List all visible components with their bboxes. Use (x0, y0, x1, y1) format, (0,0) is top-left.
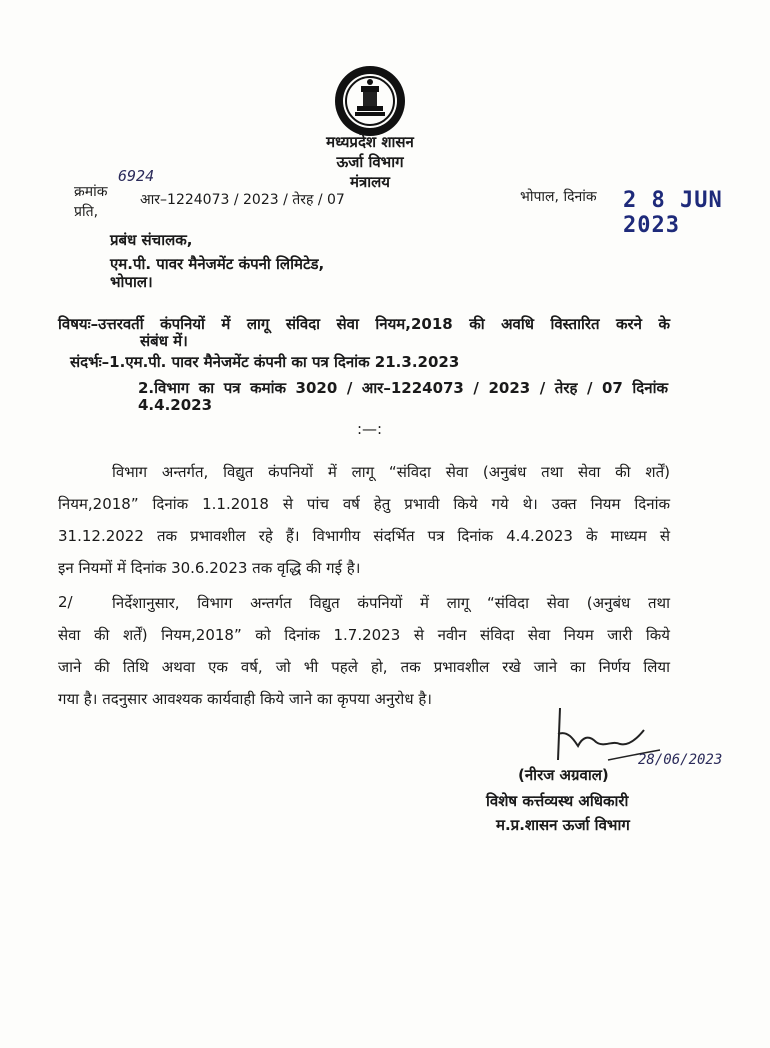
separator: :—: (357, 420, 383, 438)
para1-line-4: इन नियमों में दिनांक 30.6.2023 तक वृद्धि की गई है। (58, 559, 361, 577)
date-stamp: 2 8 JUN 2023 (623, 188, 723, 238)
signatory-name: (नीरज अग्रवाल) (518, 766, 609, 784)
para2-line-4: गया है। तदनुसार आवश्यक कार्यवाही किये जाने का कृपया अनुरोध है। (58, 690, 432, 708)
para1-line-3: 31.12.2022 तक प्रभावशील रहे हैं। विभागीय संदर्भित पत्र दिनांक 4.4.2023 के माध्यम से (58, 527, 670, 545)
reference-2-line-2: 4.4.2023 (138, 396, 213, 414)
place-date-label: भोपाल, दिनांक (520, 189, 597, 205)
header-department: ऊर्जा विभाग (336, 153, 404, 171)
para1-line-2: नियम,2018” दिनांक 1.1.2018 से पांच वर्ष हेतु प्रभावी किये गये थे। उक्त नियम दिनांक (58, 495, 670, 513)
reference-1: संदर्भः–1.एम.पी. पावर मैनेजमेंट कंपनी का पत्र दिनांक 21.3.2023 (70, 353, 460, 371)
para2-number: 2/ (58, 593, 73, 611)
para1-line-1: विभाग अन्तर्गत, विद्युत कंपनियों में लागू “संविदा सेवा (अनुबंध तथा सेवा की शर्तें) (112, 463, 670, 481)
kramank-label: क्रमांक (74, 184, 108, 200)
header-government: मध्यप्रदेश शासन (326, 133, 414, 151)
signatory-department: म.प्र.शासन ऊर्जा विभाग (496, 816, 630, 834)
signature-date: 28/06/2023 (638, 752, 723, 768)
signatory-designation: विशेष कर्त्तव्यस्थ अधिकारी (486, 792, 629, 810)
addressee-city: भोपाल। (110, 273, 153, 291)
para2-line-1: निर्देशानुसार, विभाग अन्तर्गत विद्युत कंपनियों में लागू “संविदा सेवा (अनुबंध तथा (112, 594, 670, 612)
addressee-title: प्रबंध संचालक, (110, 231, 193, 249)
addressee-company: एम.पी. पावर मैनेजमेंट कंपनी लिमिटेड, (110, 255, 325, 273)
letter-number: आर–1224073 / 2023 / तेरह / 07 (140, 192, 345, 208)
prati-label: प्रति, (74, 204, 99, 220)
para2-line-2: सेवा की शर्तें) नियम,2018” को दिनांक 1.7.2023 से नवीन संविदा सेवा नियम जारी किये (58, 626, 670, 644)
subject-line-1: विषयः–उत्तरवर्ती कंपनियों में लागू संविदा सेवा नियम,2018 की अवधि विस्तारित करने के (58, 315, 670, 333)
subject-line-2: संबंध में। (140, 332, 188, 350)
state-emblem-icon (333, 64, 407, 138)
header-ministry: मंत्रालय (349, 173, 390, 191)
para2-line-3: जाने की तिथि अथवा एक वर्ष, जो भी पहले हो, तक प्रभावशील रखे जाने का निर्णय लिया (58, 658, 670, 676)
reference-2-line-1: 2.विभाग का पत्र कमांक 3020 / आर–1224073 / 2023 / तेरह / 07 दिनांक (138, 379, 668, 397)
handwritten-dispatch-number: 6924 (118, 167, 155, 185)
